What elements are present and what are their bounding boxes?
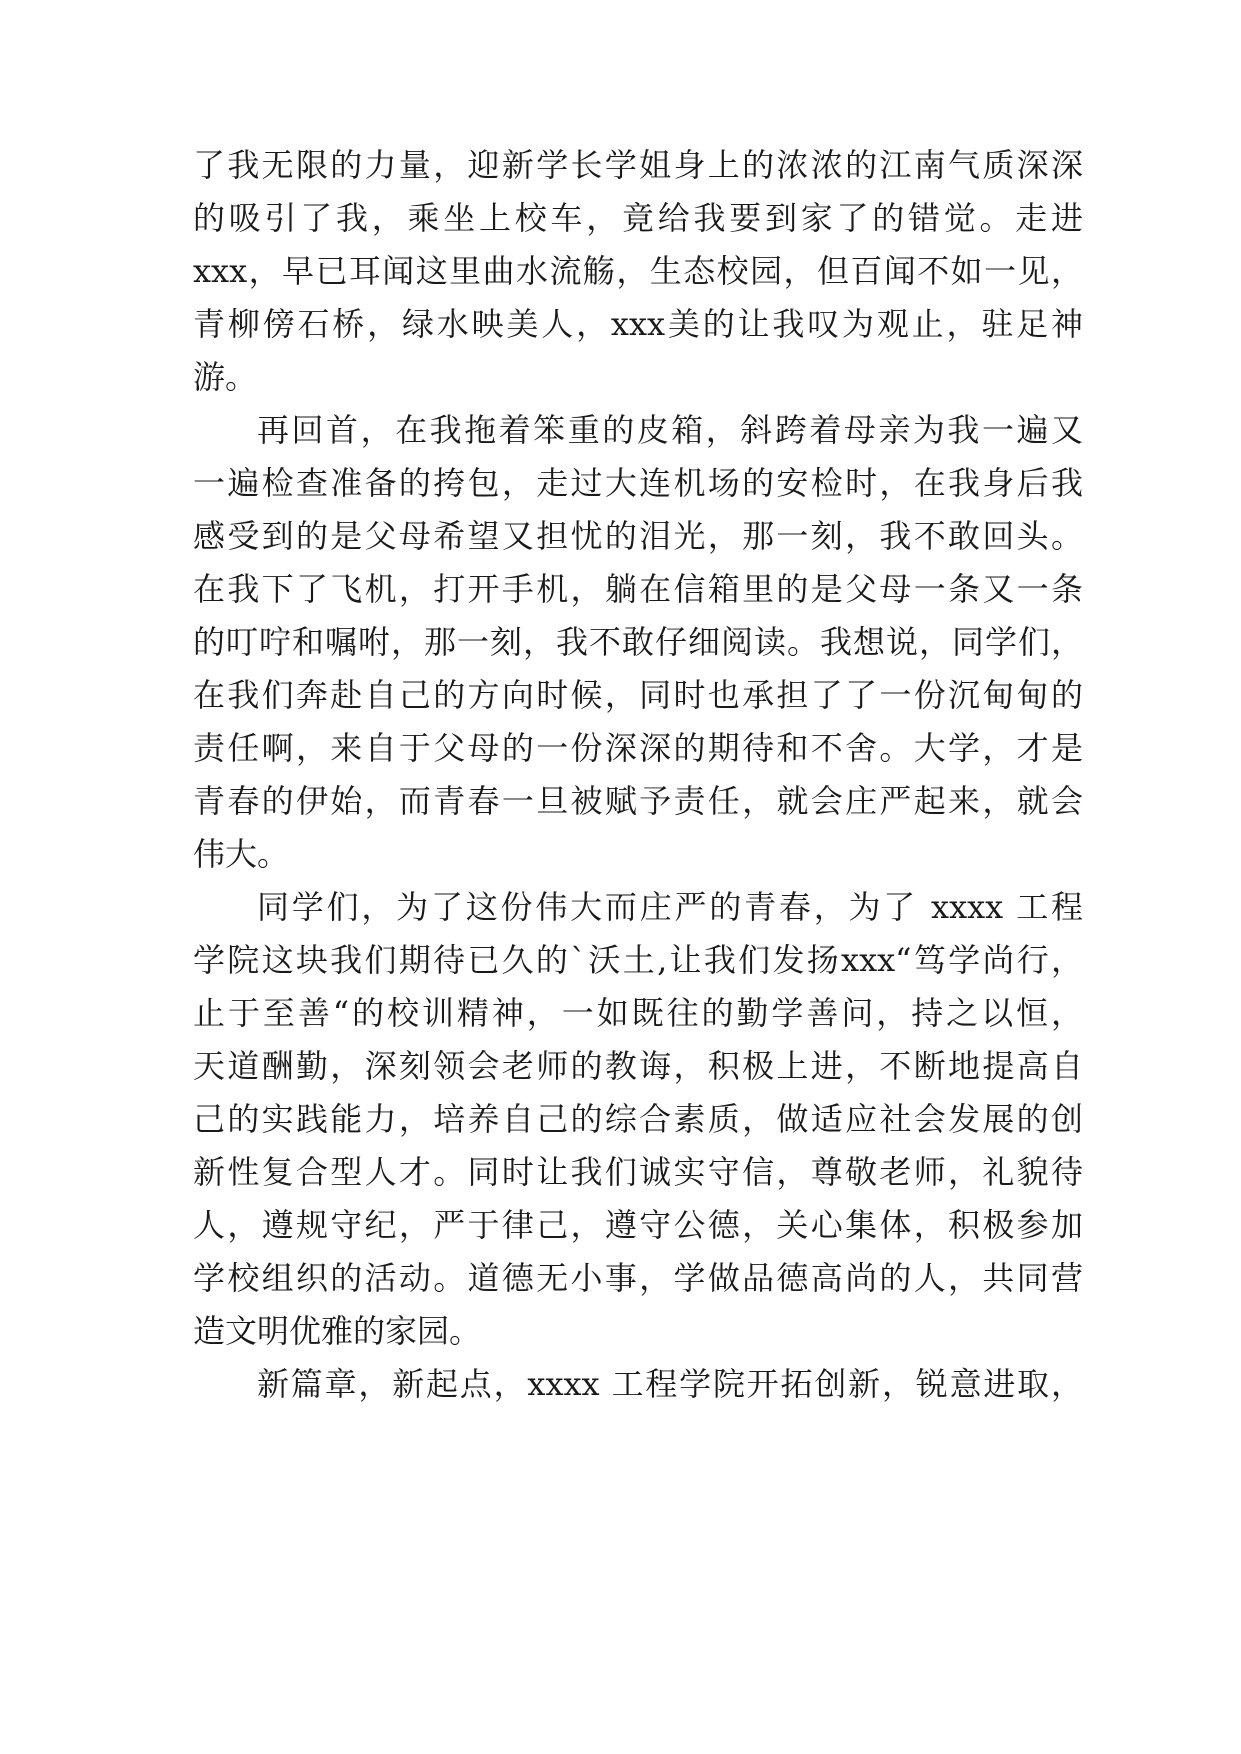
text-line: 同学们，为了这份伟大而庄严的青春，为了 xxxx 工程 <box>257 888 1083 926</box>
text-line: 再回首，在我拖着笨重的皮箱，斜跨着母亲为我一遍又 <box>257 411 1083 449</box>
text-line: 在我下了飞机，打开手机，躺在信箱里的是父母一条又一条 <box>193 570 1083 608</box>
text-line: 的叮咛和嘱咐，那一刻，我不敢仔细阅读。我想说，同学们， <box>193 623 1083 661</box>
text-line: 感受到的是父母希望又担忧的泪光，那一刻，我不敢回头。 <box>193 517 1083 555</box>
text-line: xxx，早已耳闻这里曲水流觞，生态校园，但百闻不如一见， <box>193 252 1083 290</box>
text-line: 新性复合型人才。同时让我们诚实守信，尊敬老师，礼貌待 <box>193 1153 1083 1191</box>
text-line: 了我无限的力量，迎新学长学姐身上的浓浓的江南气质深深 <box>193 146 1083 184</box>
text-line: 己的实践能力，培养自己的综合素质，做适应社会发展的创 <box>193 1100 1083 1138</box>
text-line: 新篇章，新起点，xxxx 工程学院开拓创新，锐意进取， <box>257 1365 1083 1403</box>
text-line: 学校组织的活动。道德无小事，学做品德高尚的人，共同营 <box>193 1259 1083 1297</box>
text-line: 止于至善“的校训精神，一如既往的勤学善问，持之以恒， <box>193 994 1083 1032</box>
text-line: 伟大。 <box>193 835 290 873</box>
text-line: 造文明优雅的家园。 <box>193 1312 482 1350</box>
text-line: 人，遵规守纪，严于律己，遵守公德，关心集体，积极参加 <box>193 1206 1083 1244</box>
text-line: 责任啊，来自于父母的一份深深的期待和不舍。大学，才是 <box>193 729 1083 767</box>
text-line: 游。 <box>193 358 258 396</box>
text-line: 在我们奔赴自己的方向时候，同时也承担了了一份沉甸甸的 <box>193 676 1083 714</box>
text-line: 天道酬勤，深刻领会老师的教诲，积极上进，不断地提高自 <box>193 1047 1083 1085</box>
text-line: 青柳傍石桥，绿水映美人，xxx美的让我叹为观止，驻足神 <box>193 305 1083 343</box>
text-line: 一遍检查准备的挎包，走过大连机场的安检时，在我身后我 <box>193 464 1083 502</box>
text-line: 学院这块我们期待已久的`沃土,让我们发扬xxx“笃学尚行， <box>193 941 1083 979</box>
text-line: 的吸引了我，乘坐上校车，竟给我要到家了的错觉。走进 <box>193 199 1083 237</box>
text-line: 青春的伊始，而青春一旦被赋予责任，就会庄严起来，就会 <box>193 782 1083 820</box>
